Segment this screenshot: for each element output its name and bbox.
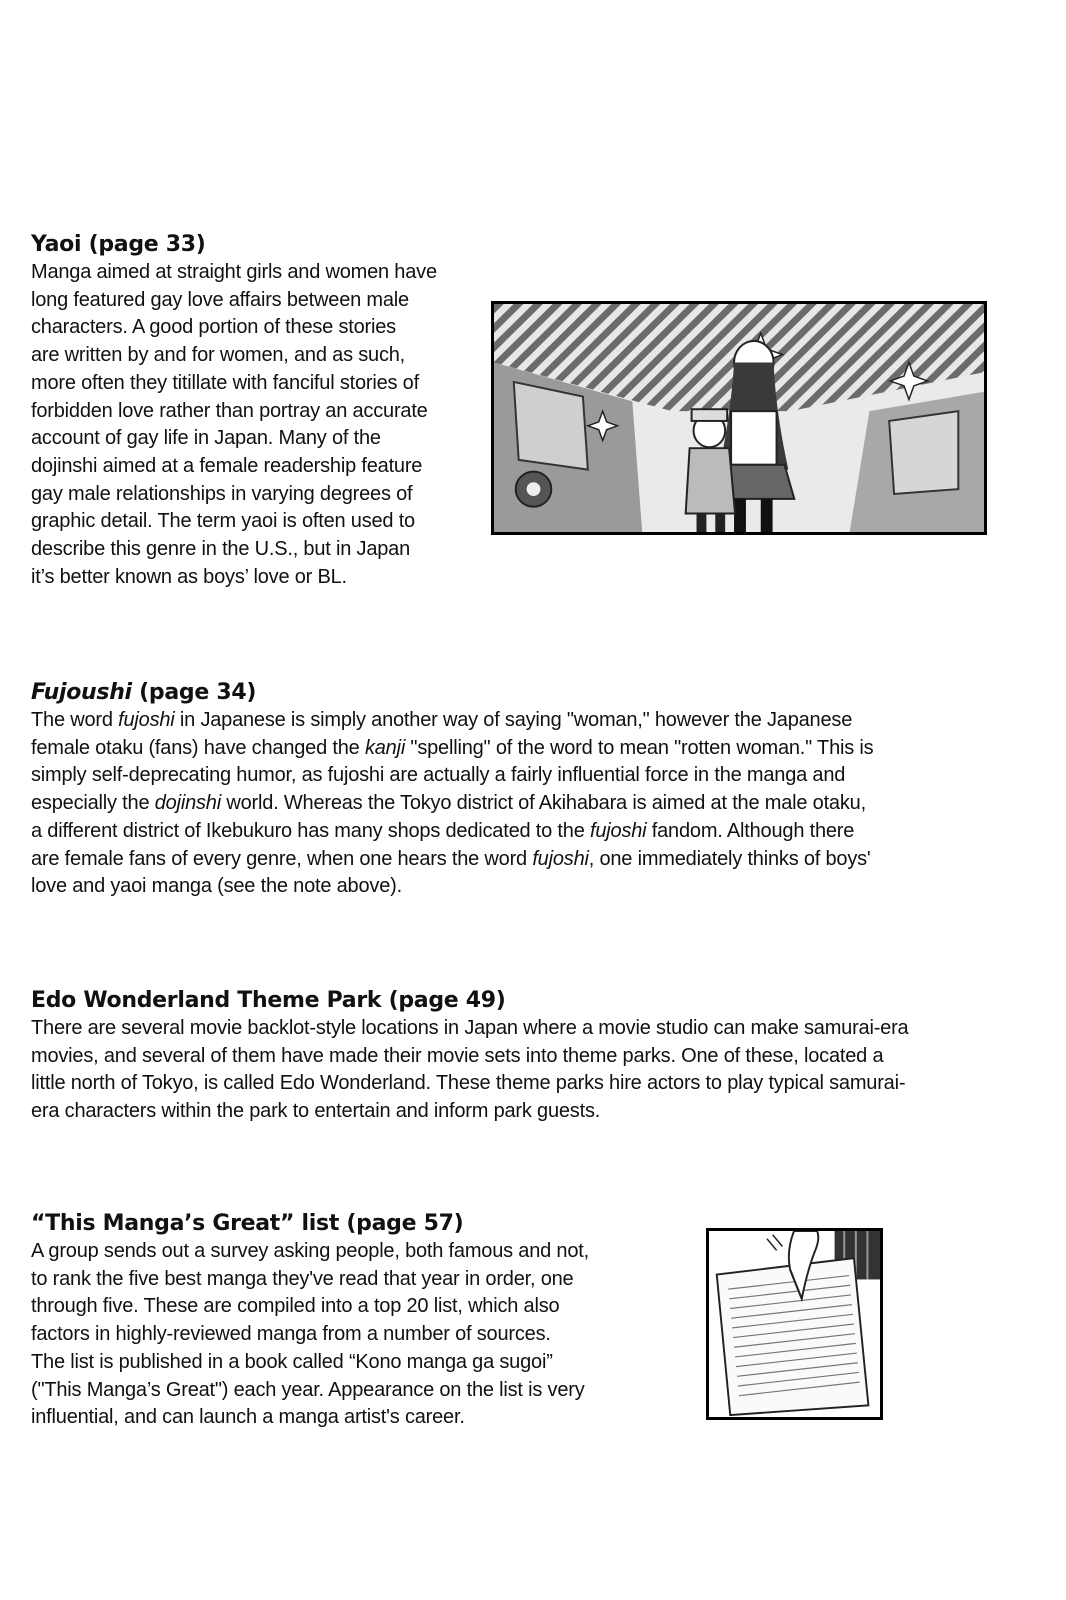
note-fujoushi-line: especially the dojinshi world. Whereas the Tokyo district of Akihabara is aimed at the male otaku, <box>31 792 866 815</box>
note-fujoushi-line: The word fujoshi in Japanese is simply another way of saying "woman," however the Japanese <box>31 709 853 731</box>
manga-panel-document <box>706 1228 883 1420</box>
note-fujoushi-line: a different district of Ikebukuro has many shops dedicated to the fujoshi fandom. Although there <box>31 819 855 842</box>
note-yaoi-line: forbidden love rather than portray an accurate <box>31 399 428 422</box>
manga-panel-illustration <box>491 301 987 535</box>
note-yaoi-line: gay male relationships in varying degrees of <box>31 482 413 505</box>
note-this-mangas-great <box>31 1210 671 1432</box>
note-yaoi-title: Yaoi (page 33) <box>31 232 206 257</box>
note-yaoi-line: characters. A good portion of these stories <box>31 316 396 339</box>
note-great-line: influential, and can launch a manga artist's career. <box>31 1406 465 1429</box>
note-yaoi-line: describe this genre in the U.S., but in Japan <box>31 538 411 561</box>
note-yaoi <box>31 231 481 591</box>
note-great-title: “This Manga’s Great” list (page 57) <box>31 1211 464 1236</box>
note-yaoi-line: long featured gay love affairs between male <box>31 288 409 311</box>
note-fujoushi-title <box>31 679 1011 707</box>
note-fujoushi-page: (page 34) <box>131 680 257 705</box>
note-great-line: to rank the five best manga they've read that year in order, one <box>31 1267 574 1290</box>
note-edo-line: little north of Tokyo, is called Edo Wonderland. These theme parks hire actors to play typical samurai- <box>31 1072 906 1095</box>
note-great-line: through five. These are compiled into a top 20 list, which also <box>31 1295 560 1318</box>
note-fujoushi-line: love and yaoi manga (see the note above). <box>31 875 402 898</box>
note-fujoushi-line: female otaku (fans) have changed the kanji "spelling" of the word to mean "rotten woman." This is <box>31 736 874 759</box>
note-fujoushi-line: are female fans of every genre, when one hears the word fujoshi, one immediately thinks of boys' <box>31 847 871 870</box>
note-great-line: ("This Manga’s Great") each year. Appearance on the list is very <box>31 1378 585 1401</box>
note-yaoi-line: account of gay life in Japan. Many of the <box>31 427 381 450</box>
note-fujoushi-line: simply self-deprecating humor, as fujoshi are actually a fairly influential force in the manga and <box>31 764 846 787</box>
note-yaoi-line: are written by and for women, and as such, <box>31 344 406 367</box>
note-edo-line: There are several movie backlot-style locations in Japan where a movie studio can make samurai-era <box>31 1017 909 1039</box>
note-yaoi-line: dojinshi aimed at a female readership feature <box>31 454 423 477</box>
note-edo-line: era characters within the park to entertain and inform park guests. <box>31 1100 601 1123</box>
note-great-line: factors in highly-reviewed manga from a number of sources. <box>31 1323 551 1346</box>
note-great-line: A group sends out a survey asking people, both famous and not, <box>31 1240 589 1262</box>
note-edo-title: Edo Wonderland Theme Park (page 49) <box>31 988 506 1013</box>
note-yaoi-line: Manga aimed at straight girls and women have <box>31 261 437 283</box>
note-yaoi-line: more often they titillate with fanciful stories of <box>31 371 419 394</box>
note-edo-line: movies, and several of them have made their movie sets into theme parks. One of these, located a <box>31 1044 884 1067</box>
note-yaoi-line: it’s better known as boys’ love or BL. <box>31 565 347 588</box>
note-edo-wonderland <box>31 987 1021 1126</box>
note-great-line: The list is published in a book called “Kono manga ga sugoi” <box>31 1350 553 1373</box>
note-yaoi-line: graphic detail. The term yaoi is often used to <box>31 510 415 533</box>
note-fujoushi-term: Fujoushi <box>31 680 132 705</box>
note-fujoushi <box>31 679 1011 901</box>
